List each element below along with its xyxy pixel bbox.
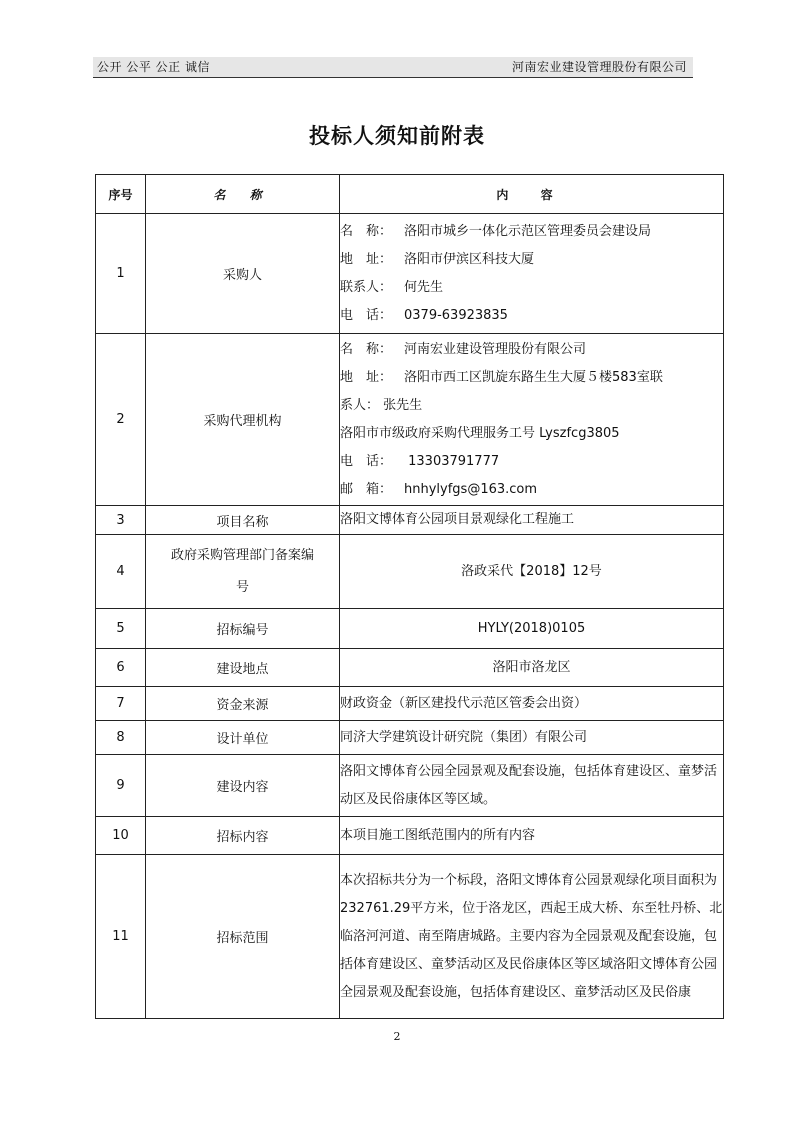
row-number: 1: [96, 214, 146, 334]
row-content: HYLY(2018)0105: [340, 609, 724, 649]
row-name: [146, 535, 340, 609]
row-content: 本项目施工图纸范围内的所有内容: [340, 817, 724, 855]
agency-phone-line: 电 话： 13303791777: [340, 453, 500, 469]
row-content: 财政资金（新区建投代示范区管委会出资）: [340, 687, 724, 721]
row-content: 同济大学建筑设计研究院（集团）有限公司: [340, 721, 724, 755]
header-motto: 公开 公平 公正 诚信: [97, 60, 210, 74]
row-name: 采购代理机构: [146, 334, 340, 506]
row-name-line: 号: [235, 579, 249, 595]
row-name: 建设内容: [146, 755, 340, 817]
purchaser-name-line: 名 称： 洛阳市城乡一体化示范区管理委员会建设局: [340, 223, 652, 239]
page-number: 2: [393, 1030, 401, 1043]
table-row-funding: [96, 687, 724, 721]
agency-email-line: 邮 箱： hnhylyfgs@163.com: [340, 481, 538, 497]
row-number: 5: [96, 609, 146, 649]
table-row-agency: [96, 334, 724, 506]
row-content: 洛阳文博体育公园全园景观及配套设施，包括体育建设区、童梦活动区及民俗康体区等区域。: [340, 755, 724, 817]
row-name: 项目名称: [146, 506, 340, 535]
table-header-row: [96, 175, 724, 214]
table-row-construction-content: [96, 755, 724, 817]
row-number: 7: [96, 687, 146, 721]
header-serial: 序号: [96, 175, 146, 214]
row-name: 招标范围: [146, 855, 340, 1019]
document-title: 投标人须知前附表: [309, 123, 485, 148]
row-number: 8: [96, 721, 146, 755]
table-row-designer: [96, 721, 724, 755]
agency-name-line: 名 称： 河南宏业建设管理股份有限公司: [340, 341, 587, 357]
agency-contact-line: 系人： 张先生: [340, 397, 423, 413]
header-company: 河南宏业建设管理股份有限公司: [511, 60, 687, 74]
row-name: 设计单位: [146, 721, 340, 755]
purchaser-contact-line: 联系人： 何先生: [340, 279, 444, 295]
purchaser-phone-line: 电 话： 0379-63923835: [340, 307, 508, 323]
agency-service-id-line: 洛阳市市级政府采购代理服务工号 Lyszfcg3805: [340, 425, 620, 441]
row-number: 4: [96, 535, 146, 609]
purchaser-address-line: 地 址： 洛阳市伊滨区科技大厦: [340, 251, 535, 267]
row-name: 招标内容: [146, 817, 340, 855]
row-content: 洛阳市洛龙区: [340, 649, 724, 687]
row-content: 洛政采代【2018】12号: [340, 535, 724, 609]
table-row-site: [96, 649, 724, 687]
row-content: [340, 214, 724, 334]
agency-address-line: 地 址： 洛阳市西工区凯旋东路生生大厦５楼583室联: [340, 369, 663, 385]
table-row-tender-scope: [96, 855, 724, 1019]
row-name: 建设地点: [146, 649, 340, 687]
row-number: 6: [96, 649, 146, 687]
header-content: 内 容: [340, 175, 724, 214]
row-name: 资金来源: [146, 687, 340, 721]
table-row-tender-content: [96, 817, 724, 855]
row-number: 3: [96, 506, 146, 535]
table-row-purchaser: [96, 214, 724, 334]
row-number: 2: [96, 334, 146, 506]
row-content: [340, 334, 724, 506]
row-name: 招标编号: [146, 609, 340, 649]
row-number: 10: [96, 817, 146, 855]
row-name: 采购人: [146, 214, 340, 334]
table-row-tender-number: [96, 609, 724, 649]
row-number: 11: [96, 855, 146, 1019]
bidder-instructions-table: [95, 174, 724, 1019]
table-row-filing-number: [96, 535, 724, 609]
row-name-line: 政府采购管理部门备案编: [170, 547, 314, 563]
header-name: 名 称: [146, 175, 340, 214]
row-content: 洛阳文博体育公园项目景观绿化工程施工: [340, 506, 724, 535]
row-number: 9: [96, 755, 146, 817]
running-header: [93, 57, 693, 78]
row-content: 本次招标共分为一个标段，洛阳文博体育公园景观绿化项目面积为232761.29平方米，位于洛龙区，西起王成大桥、东至牡丹桥、北临洛河河道、南至隋唐城路。主要内容为全园景观及配套设施，包括体育建设区、童梦活动区及民俗康体区等区域洛阳文博体育公园全园景观及配套设施，包括体育建设区、童梦活动区及民俗康: [340, 855, 724, 1019]
table-row-project-name: [96, 506, 724, 535]
